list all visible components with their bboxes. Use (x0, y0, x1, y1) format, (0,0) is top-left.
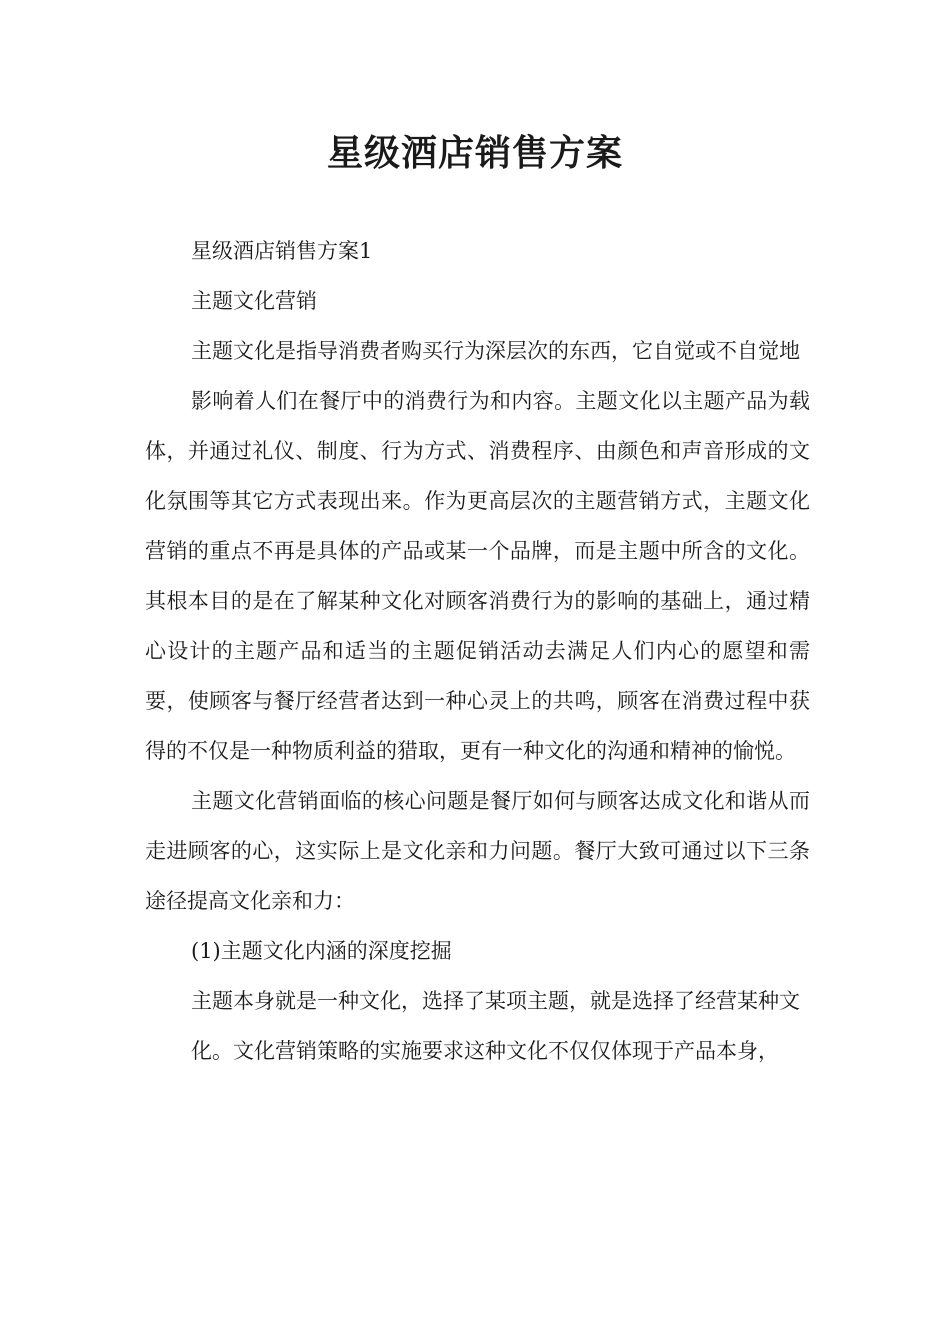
paragraph: 主题文化营销面临的核心问题是餐厅如何与顾客达成文化和谐从而走进顾客的心，这实际上是文化亲和力问题。餐厅大致可通过以下三条途径提高文化亲和力： (145, 789, 810, 913)
document-title: 星级酒店销售方案 (326, 132, 623, 174)
paragraph: 影响着人们在餐厅中的消费行为和内容。主题文化以主题产品为载体，并通过礼仪、制度、行为方式、消费程序、由颜色和声音形成的文化氛围等其它方式表现出来。作为更高层次的主题营销方式，主题文化营销的重点不再是具体的产品或某一个品牌，而是主题中所含的文化。其根本目的是在了解某种文化对顾客消费行为的影响的基础上，通过精心设计的主题产品和适当的主题促销活动去满足人们内心的愿望和需要，使顾客与餐厅经营者达到一种心灵上的共鸣，顾客在消费过程中获得的不仅是一种物质利益的猎取，更有一种文化的沟通和精神的愉悦。 (145, 389, 810, 763)
paragraph: 主题本身就是一种文化，选择了某项主题，就是选择了经营某种文 (191, 989, 800, 1013)
paragraph: 主题文化是指导消费者购买行为深层次的东西，它自觉或不自觉地 (191, 339, 800, 363)
paragraph-section-heading: 星级酒店销售方案1 (191, 239, 373, 263)
paragraph: 化。文化营销策略的实施要求这种文化不仅仅体现于产品本身， (191, 1039, 779, 1063)
paragraph-subheading: 主题文化营销 (191, 289, 317, 313)
paragraph-list-item: (1)主题文化内涵的深度挖掘 (191, 939, 452, 963)
document-body (145, 226, 810, 1076)
